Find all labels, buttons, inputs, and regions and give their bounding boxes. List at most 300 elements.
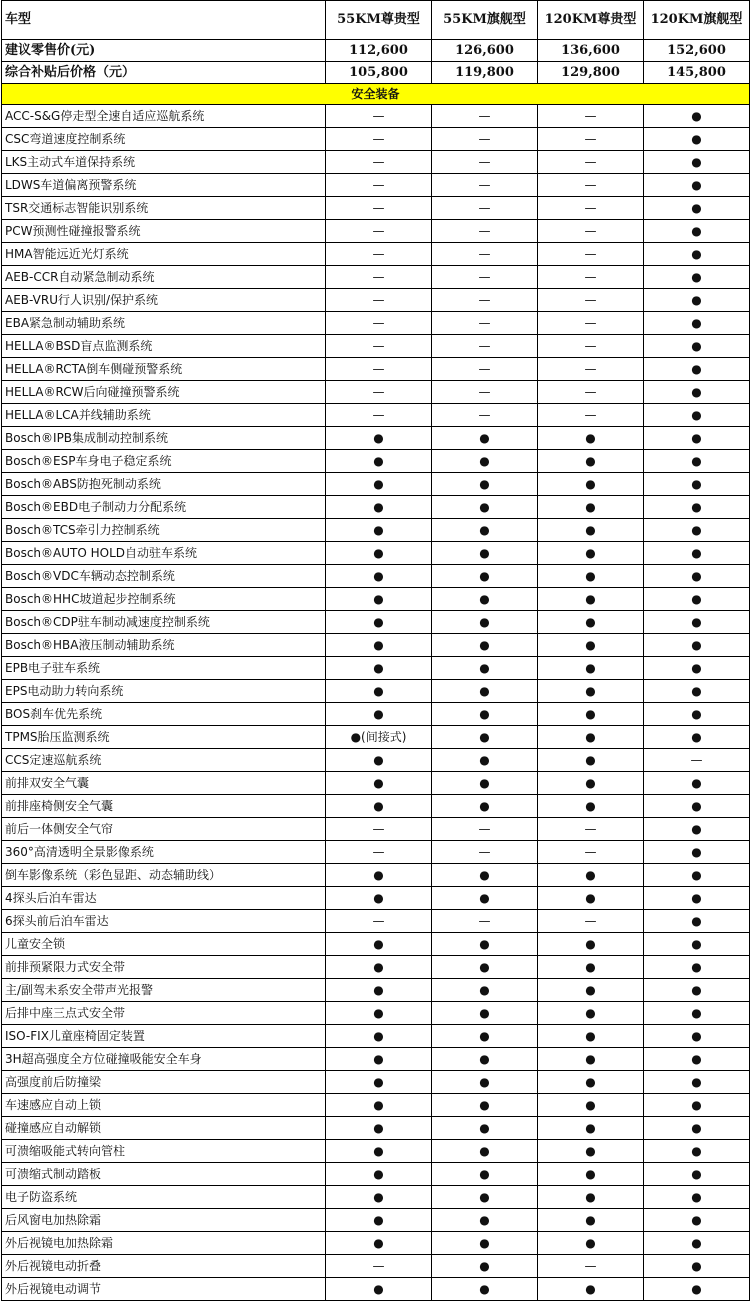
feature-value: — bbox=[432, 197, 538, 220]
feature-value: ● bbox=[644, 588, 750, 611]
feature-value: ● bbox=[644, 1117, 750, 1140]
feature-value: ● bbox=[644, 634, 750, 657]
feature-value: ● bbox=[644, 1094, 750, 1117]
feature-row bbox=[2, 312, 750, 335]
feature-value: ● bbox=[326, 1232, 432, 1255]
feature-name: 后排中座三点式安全带 bbox=[2, 1002, 326, 1025]
feature-value: ● bbox=[644, 1048, 750, 1071]
feature-value: ● bbox=[538, 588, 644, 611]
feature-value: ● bbox=[326, 1071, 432, 1094]
feature-value: ● bbox=[644, 542, 750, 565]
feature-value: ● bbox=[538, 1002, 644, 1025]
feature-value: — bbox=[432, 128, 538, 151]
feature-name: 360°高清透明全景影像系统 bbox=[2, 841, 326, 864]
feature-value: ● bbox=[538, 473, 644, 496]
feature-value: — bbox=[326, 289, 432, 312]
model-55km-flagship: 55KM旗舰型 bbox=[432, 1, 538, 40]
feature-value: ● bbox=[326, 1163, 432, 1186]
feature-value: ● bbox=[326, 795, 432, 818]
subsidized-price-value: 129,800 bbox=[538, 62, 644, 84]
feature-value: ● bbox=[326, 611, 432, 634]
feature-name: CSC弯道速度控制系统 bbox=[2, 128, 326, 151]
subsidized-price-value: 105,800 bbox=[326, 62, 432, 84]
feature-value: ● bbox=[326, 427, 432, 450]
feature-value: — bbox=[538, 174, 644, 197]
feature-value: ● bbox=[432, 864, 538, 887]
feature-row bbox=[2, 1209, 750, 1232]
feature-value: ● bbox=[432, 703, 538, 726]
feature-value: ● bbox=[538, 1186, 644, 1209]
feature-value: ● bbox=[644, 1002, 750, 1025]
feature-value: — bbox=[538, 220, 644, 243]
feature-value: — bbox=[326, 335, 432, 358]
feature-value: ● bbox=[644, 611, 750, 634]
feature-value: — bbox=[538, 381, 644, 404]
feature-value: ● bbox=[538, 979, 644, 1002]
feature-name: 前排双安全气囊 bbox=[2, 772, 326, 795]
feature-value: — bbox=[432, 151, 538, 174]
feature-name: 前排座椅侧安全气囊 bbox=[2, 795, 326, 818]
feature-value: ● bbox=[644, 772, 750, 795]
feature-row bbox=[2, 887, 750, 910]
feature-value: — bbox=[538, 312, 644, 335]
feature-row bbox=[2, 1002, 750, 1025]
feature-value: ● bbox=[538, 772, 644, 795]
msrp-label: 建议零售价(元) bbox=[2, 40, 326, 62]
feature-value: ● bbox=[326, 519, 432, 542]
feature-name: EPB电子驻车系统 bbox=[2, 657, 326, 680]
feature-name: EBA紧急制动辅助系统 bbox=[2, 312, 326, 335]
feature-row bbox=[2, 703, 750, 726]
feature-value: ● bbox=[644, 266, 750, 289]
feature-value: ● bbox=[644, 128, 750, 151]
feature-row bbox=[2, 749, 750, 772]
feature-row bbox=[2, 841, 750, 864]
feature-value: ● bbox=[432, 956, 538, 979]
feature-value: — bbox=[432, 174, 538, 197]
feature-value: ● bbox=[644, 657, 750, 680]
feature-value: — bbox=[538, 404, 644, 427]
feature-name: Bosch®IPB集成制动控制系统 bbox=[2, 427, 326, 450]
feature-value: ● bbox=[644, 565, 750, 588]
feature-value: ● bbox=[644, 312, 750, 335]
feature-row bbox=[2, 381, 750, 404]
subsidized-price-label: 综合补贴后价格（元） bbox=[2, 62, 326, 84]
feature-row bbox=[2, 680, 750, 703]
feature-row bbox=[2, 128, 750, 151]
feature-value: — bbox=[538, 266, 644, 289]
feature-value: ● bbox=[538, 1117, 644, 1140]
feature-value: — bbox=[432, 335, 538, 358]
feature-value: — bbox=[432, 105, 538, 128]
feature-name: Bosch®VDC车辆动态控制系统 bbox=[2, 565, 326, 588]
feature-value: ● bbox=[644, 841, 750, 864]
feature-name: HELLA®LCA并线辅助系统 bbox=[2, 404, 326, 427]
feature-value: ● bbox=[432, 933, 538, 956]
feature-value: ● bbox=[644, 450, 750, 473]
feature-value: ● bbox=[644, 703, 750, 726]
feature-value: ● bbox=[644, 404, 750, 427]
feature-value: ● bbox=[432, 1071, 538, 1094]
feature-value: ●(间接式) bbox=[326, 726, 432, 749]
feature-value: ● bbox=[538, 1025, 644, 1048]
feature-value: — bbox=[538, 335, 644, 358]
feature-value: ● bbox=[326, 1048, 432, 1071]
feature-value: ● bbox=[538, 450, 644, 473]
feature-value: ● bbox=[432, 1255, 538, 1278]
feature-value: ● bbox=[432, 1278, 538, 1301]
feature-value: ● bbox=[644, 726, 750, 749]
feature-value: ● bbox=[326, 1025, 432, 1048]
feature-value: ● bbox=[644, 197, 750, 220]
feature-value: ● bbox=[432, 588, 538, 611]
feature-value: ● bbox=[326, 887, 432, 910]
feature-value: ● bbox=[326, 703, 432, 726]
feature-value: ● bbox=[432, 749, 538, 772]
msrp-row bbox=[2, 40, 750, 62]
feature-row bbox=[2, 289, 750, 312]
feature-value: ● bbox=[538, 496, 644, 519]
feature-name: Bosch®CDP驻车制动减速度控制系统 bbox=[2, 611, 326, 634]
feature-name: 车速感应自动上锁 bbox=[2, 1094, 326, 1117]
msrp-value: 112,600 bbox=[326, 40, 432, 62]
section-header-row bbox=[2, 84, 750, 105]
feature-row bbox=[2, 565, 750, 588]
feature-value: ● bbox=[432, 1025, 538, 1048]
feature-value: — bbox=[432, 358, 538, 381]
feature-row bbox=[2, 795, 750, 818]
feature-value: ● bbox=[538, 1071, 644, 1094]
feature-row bbox=[2, 174, 750, 197]
feature-value: ● bbox=[644, 1186, 750, 1209]
feature-value: ● bbox=[644, 979, 750, 1002]
msrp-value: 152,600 bbox=[644, 40, 750, 62]
feature-value: ● bbox=[644, 910, 750, 933]
feature-value: ● bbox=[644, 1278, 750, 1301]
feature-row bbox=[2, 933, 750, 956]
feature-value: ● bbox=[538, 703, 644, 726]
feature-name: 后风窗电加热除霜 bbox=[2, 1209, 326, 1232]
feature-value: ● bbox=[326, 1094, 432, 1117]
feature-value: ● bbox=[538, 1278, 644, 1301]
feature-value: — bbox=[326, 197, 432, 220]
feature-value: ● bbox=[644, 1140, 750, 1163]
feature-value: ● bbox=[432, 1163, 538, 1186]
feature-value: ● bbox=[432, 519, 538, 542]
feature-value: ● bbox=[432, 1094, 538, 1117]
feature-row bbox=[2, 1094, 750, 1117]
feature-value: ● bbox=[644, 1025, 750, 1048]
feature-value: ● bbox=[644, 289, 750, 312]
feature-name: 可溃缩吸能式转向管柱 bbox=[2, 1140, 326, 1163]
feature-name: Bosch®EBD电子制动力分配系统 bbox=[2, 496, 326, 519]
feature-row bbox=[2, 358, 750, 381]
feature-value: ● bbox=[644, 151, 750, 174]
feature-value: ● bbox=[432, 887, 538, 910]
feature-value: ● bbox=[644, 795, 750, 818]
feature-value: ● bbox=[432, 1186, 538, 1209]
feature-name: HELLA®BSD盲点监测系统 bbox=[2, 335, 326, 358]
feature-value: ● bbox=[644, 496, 750, 519]
feature-value: ● bbox=[326, 657, 432, 680]
feature-value: ● bbox=[538, 519, 644, 542]
feature-name: 前后一体侧安全气帘 bbox=[2, 818, 326, 841]
feature-row bbox=[2, 726, 750, 749]
feature-value: ● bbox=[538, 1140, 644, 1163]
feature-value: ● bbox=[538, 680, 644, 703]
feature-value: ● bbox=[644, 1071, 750, 1094]
feature-value: ● bbox=[644, 427, 750, 450]
feature-name: LDWS车道偏离预警系统 bbox=[2, 174, 326, 197]
feature-value: ● bbox=[432, 795, 538, 818]
feature-value: ● bbox=[432, 680, 538, 703]
feature-row bbox=[2, 1186, 750, 1209]
feature-value: ● bbox=[538, 634, 644, 657]
feature-value: ● bbox=[432, 611, 538, 634]
feature-row bbox=[2, 197, 750, 220]
feature-value: ● bbox=[538, 933, 644, 956]
feature-value: — bbox=[326, 266, 432, 289]
feature-name: 主/副驾未系安全带声光报警 bbox=[2, 979, 326, 1002]
feature-value: — bbox=[432, 243, 538, 266]
feature-value: ● bbox=[538, 1048, 644, 1071]
feature-name: 外后视镜电动折叠 bbox=[2, 1255, 326, 1278]
feature-value: ● bbox=[432, 979, 538, 1002]
feature-value: ● bbox=[432, 1002, 538, 1025]
feature-name: 高强度前后防撞梁 bbox=[2, 1071, 326, 1094]
feature-value: — bbox=[538, 289, 644, 312]
feature-row bbox=[2, 1048, 750, 1071]
feature-value: — bbox=[326, 151, 432, 174]
feature-value: ● bbox=[644, 680, 750, 703]
spec-table-body bbox=[2, 1, 750, 1301]
feature-row bbox=[2, 220, 750, 243]
feature-name: TSR交通标志智能识别系统 bbox=[2, 197, 326, 220]
feature-value: ● bbox=[644, 1209, 750, 1232]
feature-value: ● bbox=[538, 1094, 644, 1117]
feature-name: TPMS胎压监测系统 bbox=[2, 726, 326, 749]
feature-value: — bbox=[538, 358, 644, 381]
feature-value: ● bbox=[326, 565, 432, 588]
feature-value: ● bbox=[432, 450, 538, 473]
feature-value: ● bbox=[326, 588, 432, 611]
section-title: 安全装备 bbox=[2, 84, 750, 105]
feature-value: — bbox=[326, 128, 432, 151]
feature-value: ● bbox=[432, 473, 538, 496]
feature-value: ● bbox=[644, 887, 750, 910]
feature-name: HMA智能远近光灯系统 bbox=[2, 243, 326, 266]
feature-value: ● bbox=[326, 772, 432, 795]
feature-row bbox=[2, 657, 750, 680]
feature-value: — bbox=[326, 1255, 432, 1278]
feature-row bbox=[2, 427, 750, 450]
feature-name: 4探头后泊车雷达 bbox=[2, 887, 326, 910]
feature-value: ● bbox=[432, 542, 538, 565]
feature-row bbox=[2, 1140, 750, 1163]
feature-row bbox=[2, 1117, 750, 1140]
feature-name: Bosch®ABS防抱死制动系统 bbox=[2, 473, 326, 496]
feature-value: ● bbox=[326, 1278, 432, 1301]
feature-value: — bbox=[432, 910, 538, 933]
feature-value: — bbox=[432, 381, 538, 404]
feature-value: ● bbox=[538, 1163, 644, 1186]
feature-row bbox=[2, 1232, 750, 1255]
feature-name: HELLA®RCTA倒车侧碰预警系统 bbox=[2, 358, 326, 381]
feature-name: Bosch®HHC坡道起步控制系统 bbox=[2, 588, 326, 611]
feature-value: — bbox=[432, 404, 538, 427]
feature-value: — bbox=[538, 197, 644, 220]
feature-value: ● bbox=[432, 565, 538, 588]
feature-value: ● bbox=[326, 450, 432, 473]
feature-value: ● bbox=[432, 1048, 538, 1071]
feature-value: ● bbox=[326, 864, 432, 887]
feature-value: ● bbox=[326, 680, 432, 703]
feature-name: Bosch®TCS牵引力控制系统 bbox=[2, 519, 326, 542]
header-row bbox=[2, 1, 750, 40]
feature-name: 外后视镜电加热除霜 bbox=[2, 1232, 326, 1255]
feature-name: 可溃缩式制动踏板 bbox=[2, 1163, 326, 1186]
feature-row bbox=[2, 772, 750, 795]
feature-row bbox=[2, 910, 750, 933]
feature-value: ● bbox=[326, 1209, 432, 1232]
feature-value: — bbox=[538, 128, 644, 151]
feature-value: ● bbox=[644, 818, 750, 841]
feature-row bbox=[2, 1163, 750, 1186]
feature-value: ● bbox=[644, 1232, 750, 1255]
feature-value: ● bbox=[644, 220, 750, 243]
feature-value: ● bbox=[644, 358, 750, 381]
feature-value: ● bbox=[432, 427, 538, 450]
feature-name: Bosch®AUTO HOLD自动驻车系统 bbox=[2, 542, 326, 565]
feature-value: — bbox=[432, 312, 538, 335]
feature-row bbox=[2, 404, 750, 427]
feature-value: — bbox=[326, 243, 432, 266]
feature-value: ● bbox=[644, 519, 750, 542]
feature-value: ● bbox=[538, 657, 644, 680]
feature-row bbox=[2, 151, 750, 174]
subsidized-price-row bbox=[2, 62, 750, 84]
feature-value: — bbox=[326, 404, 432, 427]
subsidized-price-value: 145,800 bbox=[644, 62, 750, 84]
feature-value: — bbox=[432, 220, 538, 243]
feature-name: EPS电动助力转向系统 bbox=[2, 680, 326, 703]
feature-value: — bbox=[432, 841, 538, 864]
feature-value: ● bbox=[326, 933, 432, 956]
feature-value: ● bbox=[538, 956, 644, 979]
feature-value: — bbox=[326, 312, 432, 335]
feature-row bbox=[2, 266, 750, 289]
feature-value: — bbox=[644, 749, 750, 772]
feature-value: ● bbox=[326, 496, 432, 519]
feature-row bbox=[2, 1071, 750, 1094]
feature-value: ● bbox=[326, 956, 432, 979]
feature-value: ● bbox=[538, 887, 644, 910]
feature-value: — bbox=[538, 243, 644, 266]
feature-name: AEB-VRU行人识别/保护系统 bbox=[2, 289, 326, 312]
feature-value: — bbox=[538, 818, 644, 841]
feature-value: ● bbox=[644, 381, 750, 404]
feature-row bbox=[2, 818, 750, 841]
feature-row bbox=[2, 1255, 750, 1278]
feature-value: — bbox=[326, 174, 432, 197]
feature-row bbox=[2, 956, 750, 979]
feature-row bbox=[2, 634, 750, 657]
feature-row bbox=[2, 1025, 750, 1048]
feature-row bbox=[2, 864, 750, 887]
feature-value: — bbox=[326, 358, 432, 381]
header-label: 车型 bbox=[2, 1, 326, 40]
feature-value: ● bbox=[326, 634, 432, 657]
feature-value: — bbox=[538, 910, 644, 933]
feature-name: 前排预紧限力式安全带 bbox=[2, 956, 326, 979]
feature-value: ● bbox=[538, 565, 644, 588]
feature-value: — bbox=[326, 818, 432, 841]
feature-value: ● bbox=[644, 864, 750, 887]
feature-row bbox=[2, 450, 750, 473]
feature-name: 儿童安全锁 bbox=[2, 933, 326, 956]
subsidized-price-value: 119,800 bbox=[432, 62, 538, 84]
feature-row bbox=[2, 105, 750, 128]
msrp-value: 136,600 bbox=[538, 40, 644, 62]
feature-value: ● bbox=[432, 634, 538, 657]
feature-value: ● bbox=[644, 956, 750, 979]
feature-value: ● bbox=[644, 105, 750, 128]
feature-name: 电子防盗系统 bbox=[2, 1186, 326, 1209]
feature-row bbox=[2, 473, 750, 496]
feature-value: ● bbox=[538, 1209, 644, 1232]
msrp-value: 126,600 bbox=[432, 40, 538, 62]
feature-name: 外后视镜电动调节 bbox=[2, 1278, 326, 1301]
feature-value: ● bbox=[644, 335, 750, 358]
feature-name: ACC-S&G停走型全速自适应巡航系统 bbox=[2, 105, 326, 128]
model-55km-premium: 55KM尊贵型 bbox=[326, 1, 432, 40]
feature-value: ● bbox=[538, 749, 644, 772]
feature-value: ● bbox=[432, 726, 538, 749]
feature-value: ● bbox=[432, 772, 538, 795]
feature-row bbox=[2, 496, 750, 519]
feature-row bbox=[2, 1278, 750, 1301]
feature-value: ● bbox=[326, 1140, 432, 1163]
feature-value: ● bbox=[538, 611, 644, 634]
feature-value: — bbox=[326, 220, 432, 243]
feature-value: ● bbox=[326, 542, 432, 565]
feature-value: ● bbox=[644, 473, 750, 496]
feature-value: ● bbox=[326, 1186, 432, 1209]
feature-name: Bosch®HBA液压制动辅助系统 bbox=[2, 634, 326, 657]
feature-name: HELLA®RCW后向碰撞预警系统 bbox=[2, 381, 326, 404]
model-120km-premium: 120KM尊贵型 bbox=[538, 1, 644, 40]
feature-value: ● bbox=[326, 473, 432, 496]
feature-value: ● bbox=[538, 795, 644, 818]
feature-name: PCW预测性碰撞报警系统 bbox=[2, 220, 326, 243]
feature-value: ● bbox=[326, 1117, 432, 1140]
feature-value: ● bbox=[644, 933, 750, 956]
feature-name: 6探头前后泊车雷达 bbox=[2, 910, 326, 933]
model-120km-flagship: 120KM旗舰型 bbox=[644, 1, 750, 40]
feature-name: CCS定速巡航系统 bbox=[2, 749, 326, 772]
feature-value: ● bbox=[326, 979, 432, 1002]
feature-value: ● bbox=[432, 1117, 538, 1140]
feature-value: ● bbox=[644, 1163, 750, 1186]
feature-row bbox=[2, 519, 750, 542]
feature-value: ● bbox=[432, 496, 538, 519]
feature-row bbox=[2, 979, 750, 1002]
feature-row bbox=[2, 335, 750, 358]
feature-value: — bbox=[326, 910, 432, 933]
spec-table bbox=[1, 0, 750, 1301]
feature-value: ● bbox=[326, 749, 432, 772]
feature-value: ● bbox=[644, 174, 750, 197]
